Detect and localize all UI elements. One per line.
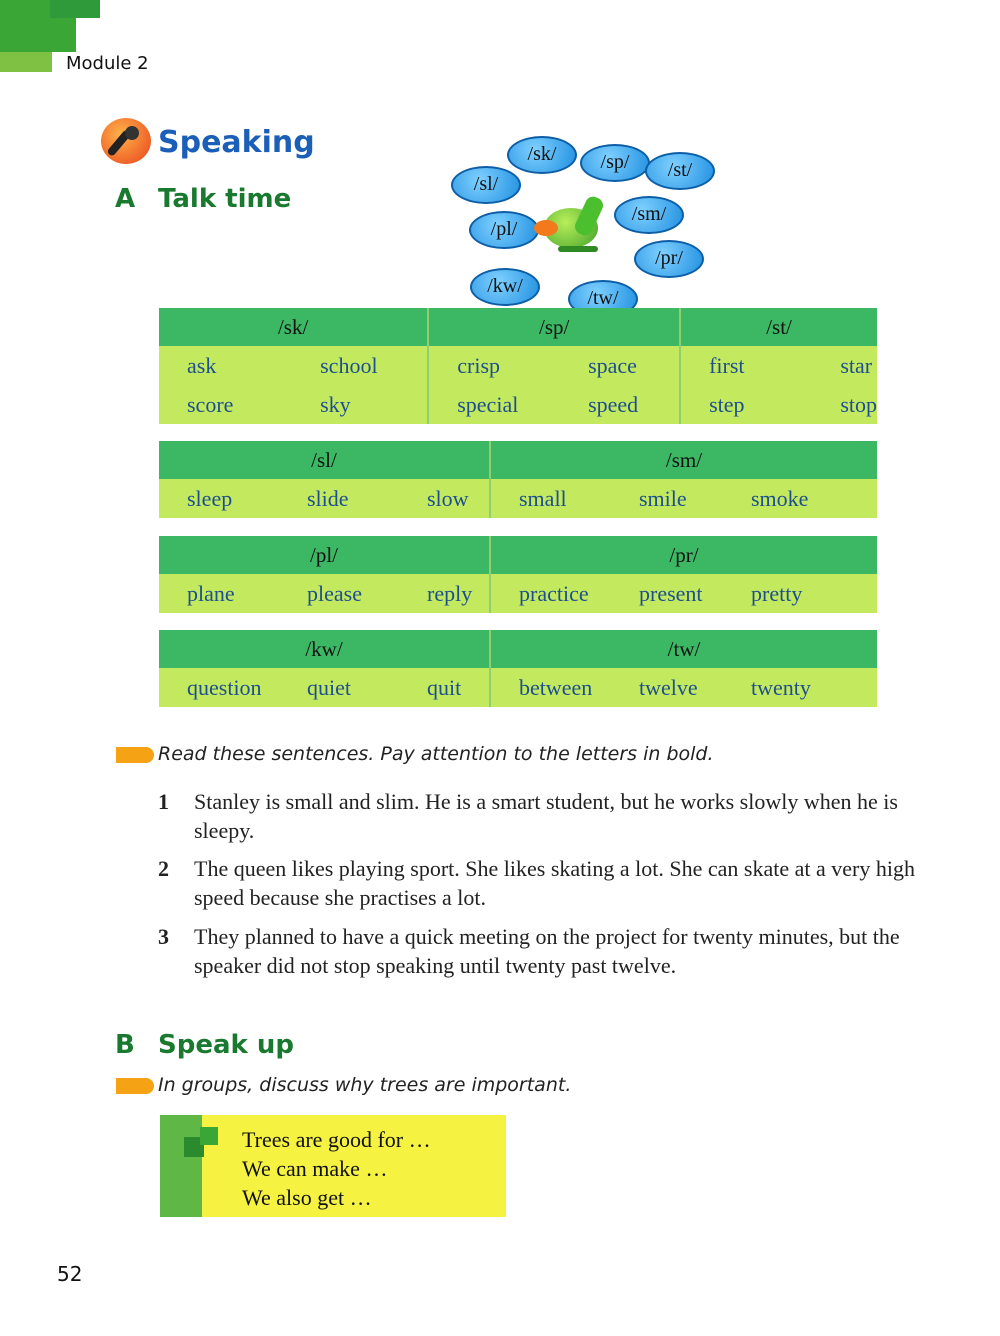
sound-bubble: /tw/ [568,280,638,318]
table-header: /tw/ [667,636,701,661]
sound-table-4 [159,630,877,707]
sentence-number: 3 [158,924,169,949]
sound-bubble: /sk/ [507,136,577,174]
sound-table-2 [159,441,877,518]
sentence-number: 1 [158,789,169,814]
word-cell: score [187,391,234,417]
word-cell: smoke [751,485,809,511]
word-cell: sleep [187,485,233,511]
table-header: /sl/ [159,441,490,479]
prompt-line: We can make … [242,1156,388,1181]
word-cell: reply [399,574,490,613]
table-header: /kw/ [159,630,490,668]
word-cell: plane [187,580,235,606]
word-cell: ask [187,352,217,378]
word-cell: stop [840,391,877,417]
sentence-item [158,787,938,845]
sound-bubble: /sl/ [451,166,521,204]
microphone-icon [101,118,151,164]
sound-bubble: /pr/ [634,240,704,278]
instruction-marker [116,747,154,763]
sentence-number: 2 [158,856,169,881]
word-cell: step [709,391,745,417]
table-header: /pl/ [159,536,490,574]
table-header: /sk/ [159,308,428,346]
word-cell: practice [519,580,589,606]
sound-bubble: /sp/ [580,144,650,182]
word-cell: quit [399,668,490,707]
instruction-text: In groups, discuss why trees are important. [158,1074,572,1096]
table-header: /sp/ [428,308,680,346]
parrot-illustration [528,196,618,266]
module-label: Module 2 [66,53,149,74]
word-cell: space [560,346,680,385]
word-cell: slide [307,485,349,511]
sound-table-3 [159,536,877,613]
part-b-title: Speak up [158,1030,294,1060]
word-cell: small [519,485,567,511]
instruction-text: Read these sentences. Pay attention to the letters in bold. [158,743,714,765]
word-cell: first [709,352,745,378]
sound-bubble: /st/ [645,152,715,190]
table-header: /st/ [766,314,792,339]
corner-decoration [0,52,52,72]
word-cell: twelve [639,674,698,700]
part-b-letter: B [115,1030,135,1060]
sentence-item [158,854,938,912]
word-cell: present [639,580,703,606]
sentence-text: Stanley is small and slim. He is a smart student, but he works slowly when he is sleepy. [194,789,898,843]
sound-table-1 [159,308,877,424]
corner-decoration [50,0,100,18]
word-cell: smile [639,485,687,511]
word-cell: twenty [751,674,811,700]
sound-bubble: /sm/ [614,196,684,234]
word-cell: please [307,580,362,606]
prompt-box [160,1115,506,1217]
word-cell: question [187,674,262,700]
part-a-title: Talk time [158,184,292,214]
word-cell: sky [292,385,428,424]
word-cell: special [457,391,519,417]
word-cell: pretty [751,580,803,606]
sentence-text: They planned to have a quick meeting on the project for twenty minutes, but the speaker did not stop speaking until twenty past twelve. [194,924,900,978]
word-cell: slow [399,479,490,518]
page-number: 52 [57,1262,83,1286]
table-header: /pr/ [669,542,699,567]
sound-bubble: /pl/ [469,211,539,249]
word-cell: crisp [457,352,500,378]
sound-bubble: /kw/ [470,268,540,306]
sentence-text: The queen likes playing sport. She likes skating a lot. She can skate at a very high speed because she practises a lot. [194,856,915,910]
part-a-letter: A [115,184,136,214]
sentence-item [158,922,938,980]
instruction-marker [116,1078,154,1094]
word-cell: star [840,352,873,378]
word-cell: speed [560,385,680,424]
word-cell: between [519,674,593,700]
word-cell: school [292,346,428,385]
table-header: /sm/ [665,447,703,472]
word-cell: quiet [307,674,351,700]
section-title: Speaking [158,125,315,160]
prompt-line: We also get … [242,1185,372,1210]
prompt-line: Trees are good for … [242,1127,431,1152]
